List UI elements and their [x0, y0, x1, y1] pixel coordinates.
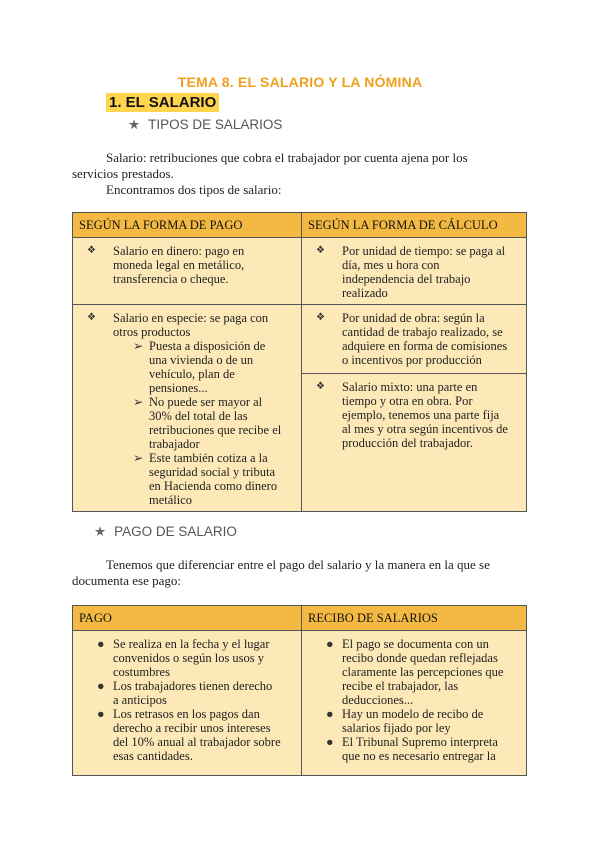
- pago2-line: Los trabajadores tienen derecho: [113, 679, 273, 693]
- star-icon: ★: [94, 524, 107, 539]
- obra-line: Por unidad de obra: según la: [342, 311, 485, 325]
- especie-sub2-line: trabajador: [149, 437, 200, 451]
- especie-line: otros productos: [113, 325, 191, 339]
- pago2-line: a anticipos: [113, 693, 167, 707]
- mixto-line: ejemplo, tenemos una parte fija: [342, 408, 500, 423]
- pago1-line: costumbres: [113, 665, 170, 679]
- tiempo-line: independencia del trabajo: [342, 272, 471, 286]
- intro2-line-1: Tenemos que diferenciar entre el pago del salario y la manera en la que se: [106, 557, 490, 572]
- pago3-line: Los retrasos en los pagos dan: [113, 707, 260, 721]
- dot-bullet-icon: ●: [97, 679, 105, 693]
- especie-sub2-line: 30% del total de las: [149, 409, 248, 423]
- recibo2-line: Hay un modelo de recibo de: [342, 707, 484, 721]
- especie-sub2-line: retribuciones que recibe el: [149, 423, 282, 437]
- diamond-bullet-icon: ❖: [316, 381, 325, 393]
- tiempo-line: Por unidad de tiempo: se paga al: [342, 244, 506, 258]
- subheading-tipos-label: TIPOS DE SALARIOS: [148, 117, 283, 132]
- table2-header-recibo: RECIBO DE SALARIOS: [302, 606, 527, 631]
- intro-line-1: Salario: retribuciones que cobra el trabajador por cuenta ajena por los: [106, 150, 468, 165]
- star-icon: ★: [128, 117, 141, 132]
- mixto-line: Salario mixto: una parte en: [342, 380, 478, 395]
- table1-header-calculo: SEGÚN LA FORMA DE CÁLCULO: [302, 213, 527, 238]
- dinero-line: moneda legal en metálico,: [113, 258, 245, 272]
- arrow-bullet-icon: ➢: [133, 395, 144, 409]
- pago3-line: del 10% anual al trabajador sobre: [113, 735, 281, 749]
- subheading-tipos: [128, 117, 282, 133]
- diamond-bullet-icon: ❖: [87, 312, 96, 323]
- diamond-bullet-icon: ❖: [316, 245, 325, 256]
- especie-sub1-line: Puesta a disposición de: [149, 339, 266, 353]
- cell-pago: [73, 631, 302, 776]
- dot-bullet-icon: ●: [97, 707, 105, 721]
- obra-line: o incentivos por producción: [342, 353, 482, 367]
- intro-line-2: servicios prestados.: [72, 166, 174, 181]
- pago1-line: convenidos o según los usos y: [113, 651, 265, 665]
- recibo1-line: deducciones...: [342, 693, 414, 707]
- table2-header-pago: PAGO: [73, 606, 302, 631]
- recibo2-line: salarios fijado por ley: [342, 721, 451, 735]
- arrow-bullet-icon: ➢: [133, 451, 144, 465]
- mixto-line: al mes y otra según incentivos de: [342, 422, 508, 437]
- especie-sub1-line: vehículo, plan de: [149, 367, 235, 381]
- cell-unidad-obra: [302, 305, 527, 374]
- dot-bullet-icon: ●: [326, 735, 334, 749]
- dinero-line: transferencia o cheque.: [113, 272, 229, 286]
- recibo1-line: recibe el trabajador, las: [342, 679, 459, 693]
- subheading-pago-label: PAGO DE SALARIO: [114, 524, 237, 539]
- cell-salario-especie: [73, 305, 302, 512]
- obra-line: cantidad de trabajo realizado, se: [342, 325, 503, 339]
- subheading-pago: [94, 524, 237, 540]
- pago3-line: esas cantidades.: [113, 749, 193, 763]
- salary-types-table: [72, 212, 527, 512]
- especie-sub2-line: No puede ser mayor al: [149, 395, 263, 409]
- especie-line: Salario en especie: se paga con: [113, 311, 269, 325]
- dot-bullet-icon: ●: [326, 707, 334, 721]
- mixto-line: tiempo y otra en obra. Por: [342, 394, 473, 409]
- dinero-line: Salario en dinero: pago en: [113, 244, 245, 258]
- section-heading-salario: 1. EL SALARIO: [106, 93, 219, 112]
- especie-sub3-line: en Hacienda como dinero: [149, 479, 278, 493]
- tiempo-line: realizado: [342, 286, 388, 300]
- recibo3-line: que no es necesario entregar la: [342, 749, 496, 763]
- cell-unidad-tiempo: [302, 238, 527, 305]
- especie-sub3-line: seguridad social y tributa: [149, 465, 276, 479]
- intro-line-3: Encontramos dos tipos de salario:: [106, 182, 282, 197]
- recibo1-line: El pago se documenta con un: [342, 637, 489, 651]
- recibo3-line: El Tribunal Supremo interpreta: [342, 735, 498, 749]
- mixto-line: producción del trabajador.: [342, 436, 473, 451]
- diamond-bullet-icon: ❖: [87, 245, 96, 256]
- cell-salario-mixto: [302, 374, 527, 512]
- tiempo-line: día, mes u hora con: [342, 258, 440, 272]
- dot-bullet-icon: ●: [326, 637, 334, 651]
- table1-header-pago: SEGÚN LA FORMA DE PAGO: [73, 213, 302, 238]
- recibo1-line: claramente las percepciones que: [342, 665, 504, 679]
- page-title: TEMA 8. EL SALARIO Y LA NÓMINA: [177, 74, 423, 90]
- obra-line: adquiere en forma de comisiones: [342, 339, 508, 353]
- arrow-bullet-icon: ➢: [133, 339, 144, 353]
- intro2-line-2: documenta ese pago:: [72, 573, 182, 588]
- cell-recibo: [302, 631, 527, 776]
- salary-payment-table: [72, 605, 527, 776]
- pago1-line: Se realiza en la fecha y el lugar: [113, 637, 270, 651]
- especie-sub1-line: una vivienda o de un: [149, 353, 254, 367]
- especie-sub1-line: pensiones...: [149, 381, 208, 395]
- recibo1-line: recibo donde quedan reflejadas: [342, 651, 498, 665]
- dot-bullet-icon: ●: [97, 637, 105, 651]
- cell-salario-dinero: [73, 238, 302, 305]
- pago3-line: derecho a recibir unos intereses: [113, 721, 271, 735]
- especie-sub3-line: Este también cotiza a la: [149, 451, 268, 465]
- diamond-bullet-icon: ❖: [316, 312, 325, 323]
- especie-sub3-line: metálico: [149, 493, 193, 507]
